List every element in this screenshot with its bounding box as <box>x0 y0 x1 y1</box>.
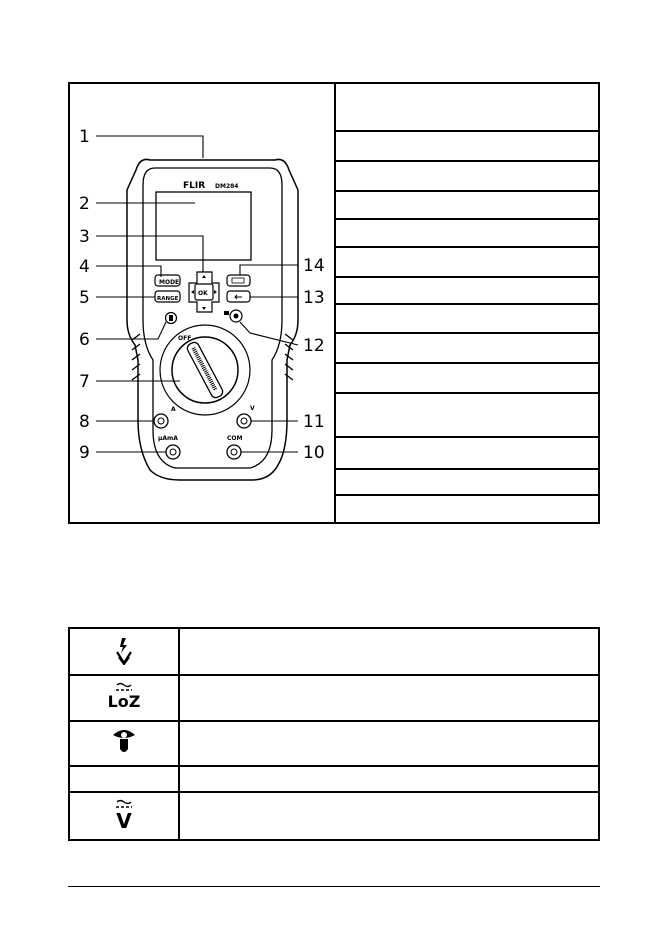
dial-off-label: OFF <box>178 335 192 342</box>
symbol-legend-table <box>68 627 600 841</box>
terminal-uamA[interactable] <box>166 445 180 459</box>
terminal-a-label: A <box>171 406 176 413</box>
callout-13: 13 <box>303 288 325 308</box>
camera-mode-button[interactable] <box>227 275 250 286</box>
callout-9: 9 <box>79 443 90 463</box>
video-icon <box>224 311 229 315</box>
brand-label: FLIR <box>183 181 206 191</box>
terminal-v[interactable] <box>237 414 251 428</box>
loz-icon-text: LoZ <box>107 692 141 711</box>
loz-icon <box>70 681 178 713</box>
legend-column-divider <box>178 629 180 839</box>
terminal-v-label: V <box>250 405 255 412</box>
callout-2: 2 <box>79 194 90 214</box>
callout-3: 3 <box>79 227 90 247</box>
callout-10: 10 <box>303 443 325 463</box>
callout-6: 6 <box>79 330 90 350</box>
terminal-com[interactable] <box>227 445 241 459</box>
callout-7: 7 <box>79 372 90 392</box>
callout-8: 8 <box>79 412 90 432</box>
vfd-lightning-icon <box>70 637 178 667</box>
ac-dc-voltage-icon <box>70 797 178 837</box>
legend-row-line <box>70 791 598 793</box>
range-button-label: RANGE <box>157 296 179 302</box>
voltage-icon-text: V <box>116 809 132 833</box>
terminal-a[interactable] <box>154 414 168 428</box>
legend-row-line <box>70 720 598 722</box>
footer-rule <box>68 886 600 887</box>
camera-icon <box>234 314 239 319</box>
terminal-com-label: COM <box>227 435 243 442</box>
model-label: DM284 <box>215 183 239 190</box>
mode-button-label: MODE <box>159 279 180 286</box>
callout-14: 14 <box>303 256 325 276</box>
legend-row-line <box>70 674 598 676</box>
callout-4: 4 <box>79 257 90 277</box>
callout-11: 11 <box>303 412 325 432</box>
callout-12: 12 <box>303 336 325 356</box>
ok-button-label: OK <box>198 290 208 297</box>
callout-5: 5 <box>79 288 90 308</box>
thermometer-probe-icon <box>70 727 178 759</box>
legend-row-line <box>70 765 598 767</box>
terminal-uamA-label: µAmA <box>158 435 178 442</box>
flashlight-icon <box>169 315 173 321</box>
callout-1: 1 <box>79 127 90 147</box>
